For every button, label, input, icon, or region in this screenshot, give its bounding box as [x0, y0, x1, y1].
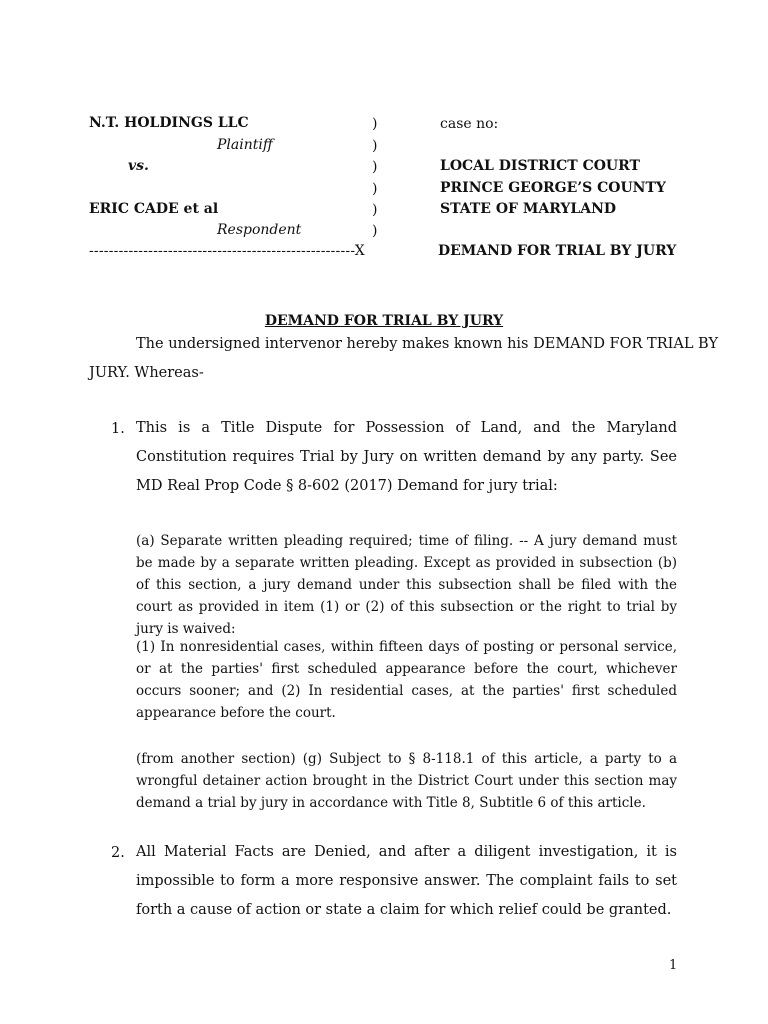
- item-number: 2.: [111, 845, 125, 861]
- caption-paren: ): [372, 181, 378, 197]
- court-name: LOCAL DISTRICT COURT: [440, 158, 640, 174]
- statute-quote-a: (a) Separate written pleading required; time of filing. -- A jury demand must be made by a separate written pleading. Except as provided in subsection (b) of this section, a jury demand under this subsection shall be filed with the court as provided in item (1) or (2) of this subsection or the right to trial by jury is waived:: [136, 533, 677, 637]
- statute-quote-1-2: (1) In nonresidential cases, within fifteen days of posting or personal service, or at the parties' first scheduled appearance before the court, whichever occurs sooner; and (2) In residential cases, at the parties' first scheduled appearance before the court.: [136, 639, 677, 721]
- plaintiff-name: N.T. HOLDINGS LLC: [89, 115, 249, 131]
- caption-paren: ): [372, 223, 378, 239]
- caption-paren: ): [372, 138, 378, 154]
- versus-label: vs.: [128, 158, 149, 174]
- item-number: 1.: [111, 421, 125, 437]
- document-title: DEMAND FOR TRIAL BY JURY: [438, 243, 677, 259]
- caption-paren: ): [372, 116, 378, 132]
- statute-quote-g: (from another section) (g) Subject to § 8-118.1 of this article, a party to a wrongful detainer action brought in the District Court under this section may demand a trial by jury in accordance with Title 8, Subtitle 6 of this article.: [136, 751, 677, 811]
- intro-line-2: JURY. Whereas-: [89, 365, 204, 381]
- list-item-1: This is a Title Dispute for Possession of Land, and the Maryland Constitution requires Trial by Jury on written demand by any party. See MD Real Prop Code § 8-602 (2017) Demand for jury trial:: [136, 420, 677, 494]
- list-item-2: All Material Facts are Denied, and after a diligent investigation, it is impossible to form a more responsive answer. The complaint fails to set forth a cause of action or state a claim for which relief could be granted.: [136, 844, 677, 918]
- plaintiff-role: Plaintiff: [217, 137, 273, 153]
- case-no-label: case no:: [440, 116, 499, 132]
- state-name: STATE OF MARYLAND: [440, 201, 617, 217]
- county-name: PRINCE GEORGE’S COUNTY: [440, 180, 666, 196]
- caption-divider: ------------------------------------------------------X: [89, 243, 365, 259]
- page-number: 1: [669, 958, 678, 973]
- intro-line-1: The undersigned intervenor hereby makes known his DEMAND FOR TRIAL BY: [136, 336, 719, 352]
- caption-paren: ): [372, 202, 378, 218]
- respondent-name: ERIC CADE et al: [89, 201, 219, 217]
- caption-paren: ): [372, 159, 378, 175]
- section-heading: DEMAND FOR TRIAL BY JURY: [264, 313, 504, 329]
- respondent-role: Respondent: [217, 222, 302, 238]
